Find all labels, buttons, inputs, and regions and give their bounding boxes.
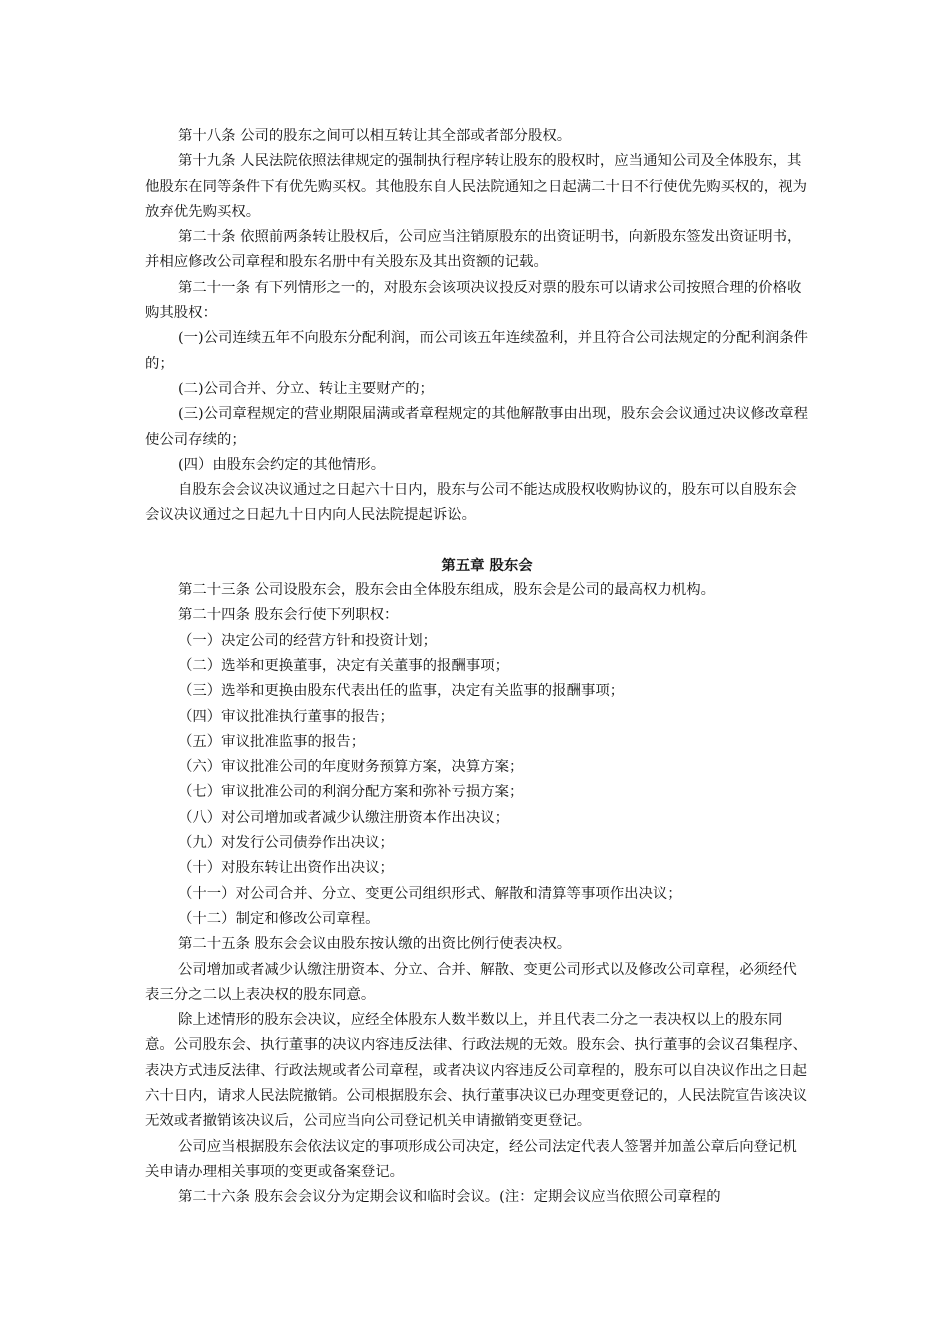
article-25-para-4: 公司应当根据股东会依法议定的事项形成公司决定，经公司法定代表人签署并加盖公章后向登记机关申请办理相关事项的变更或备案登记。 (145, 1138, 797, 1180)
article-21: 第二十一条 有下列情形之一的，对股东会该项决议投反对票的股东可以请求公司按照合理的价格收购其股权： (145, 279, 802, 322)
power-item-10: （十）对股东转让出资作出决议； (178, 860, 394, 877)
power-item-1: （一）决定公司的经营方针和投资计划； (178, 632, 438, 649)
article-24: 第二十四条 股东会行使下列职权： (178, 607, 399, 624)
power-item-8: （八）对公司增加或者减少认缴注册资本作出决议； (178, 809, 509, 826)
article-25-para-3: 除上述情形的股东会决议，应经全体股东人数半数以上，并且代表二分之一表决权以上的股东同意。公司股东会、执行董事的决议内容违反法律、行政法规的无效。股东会、执行董事的会议召集程序、表决方式违反法律、行政法规或者公司章程，或者决议内容违反公司章程的，股东可以自决议作出之日起六十日内，请求人民法院撤销。公司根据股东会、执行董事决议已办理变更登记的，人民法院宣告该决议无效或者撤销该决议后，公司应当向公司登记机关申请撤销变更登记。 (145, 1012, 807, 1130)
article-25-para-2: 公司增加或者减少认缴注册资本、分立、合并、解散、变更公司形式以及修改公司章程，必须经代表三分之二以上表决权的股东同意。 (145, 961, 797, 1003)
article-21-item-4: (四）由股东会约定的其他情形。 (178, 456, 386, 473)
power-item-4: （四）审议批准执行董事的报告； (178, 708, 394, 725)
article-22: 自股东会会议决议通过之日起六十日内，股东与公司不能达成股权收购协议的，股东可以自股东会会议决议通过之日起九十日内向人民法院提起诉讼。 (145, 482, 797, 524)
power-item-3: （三）选举和更换由股东代表出任的监事，决定有关监事的报酬事项； (178, 683, 625, 700)
power-item-7: （七）审议批准公司的利润分配方案和弥补亏损方案； (178, 784, 524, 801)
article-25: 第二十五条 股东会会议由股东按认缴的出资比例行使表决权。 (178, 936, 572, 953)
power-item-6: （六）审议批准公司的年度财务预算方案，决算方案； (178, 759, 524, 776)
power-item-12: （十二）制定和修改公司章程。 (178, 910, 380, 927)
article-18: 第十八条 公司的股东之间可以相互转让其全部或者部分股权。 (178, 128, 572, 144)
article-19: 第十九条 人民法院依照法律规定的强制执行程序转让股东的股权时，应当通知公司及全体股东，其他股东在同等条件下有优先购买权。其他股东自人民法院通知之日起满二十日不行使优先购买权的，视为放弃优先购买权。 (145, 153, 807, 220)
article-21-item-1: (一)公司连续五年不向股东分配利润，而公司该五年连续盈利，并且符合公司法规定的分配利润条件的； (145, 330, 809, 372)
article-23: 第二十三条 公司设股东会，股东会由全体股东组成，股东会是公司的最高权力机构。 (178, 582, 716, 599)
power-item-9: （九）对发行公司债券作出决议； (178, 835, 394, 852)
power-item-11: （十一）对公司合并、分立、变更公司组织形式、解散和清算等事项作出决议； (178, 885, 682, 902)
chapter-title: 第五章 股东会 (441, 556, 533, 574)
power-item-2: （二）选举和更换董事，决定有关董事的报酬事项； (178, 657, 509, 674)
article-21-item-2: (二)公司合并、分立、转让主要财产的； (178, 380, 434, 397)
article-20: 第二十条 依照前两条转让股权后，公司应当注销原股东的出资证明书，向新股东签发出资证明书，并相应修改公司章程和股东名册中有关股东及其出资额的记载。 (145, 229, 802, 271)
power-item-5: （五）审议批准监事的报告； (178, 733, 366, 750)
article-21-item-3: (三)公司章程规定的营业期限届满或者章程规定的其他解散事由出现，股东会会议通过决议修改章程使公司存续的； (145, 406, 809, 448)
document-body (145, 124, 809, 1210)
article-26: 第二十六条 股东会会议分为定期会议和临时会议。(注：定期会议应当依照公司章程的 (178, 1189, 721, 1206)
